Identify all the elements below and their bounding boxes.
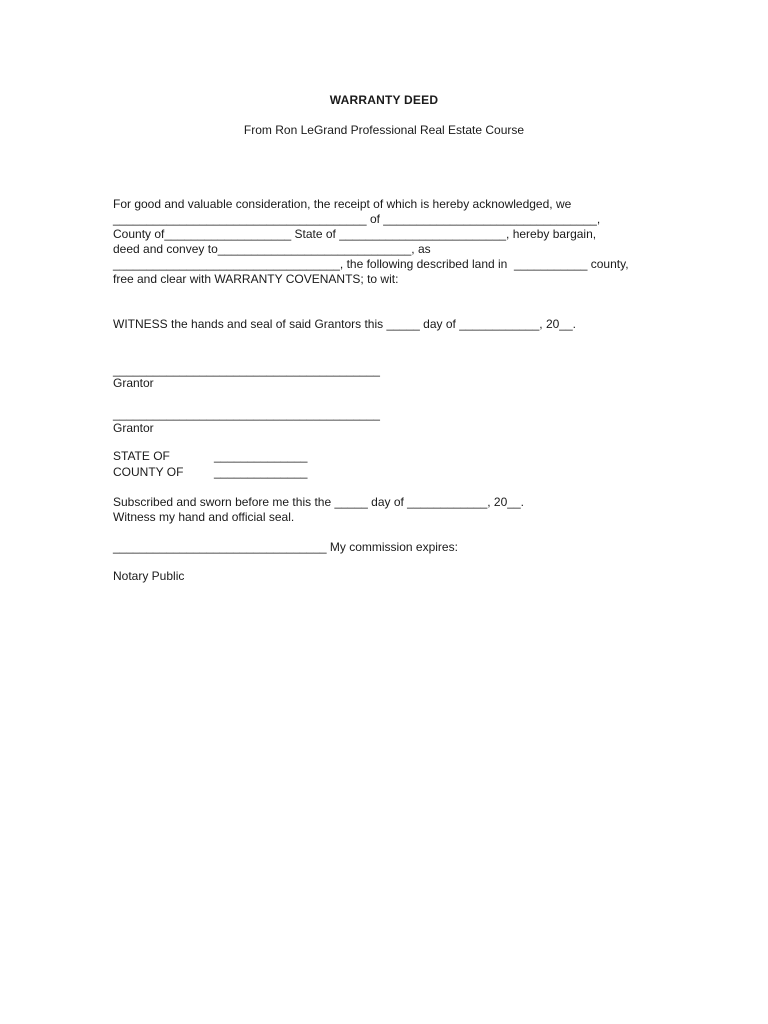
- notary-public-label: Notary Public: [113, 569, 185, 583]
- witness-seal-line: Witness my hand and official seal.: [113, 510, 295, 524]
- grantor-2-signature-line: ________________________________________: [113, 407, 380, 421]
- consideration-line-4: deed and convey to_____________________________, as: [113, 242, 431, 256]
- document-subtitle: From Ron LeGrand Professional Real Estate Course: [243, 123, 525, 137]
- grantor-1-label: Grantor: [113, 376, 154, 390]
- grantor-2-label: Grantor: [113, 421, 154, 435]
- county-label: COUNTY OF: [113, 465, 184, 479]
- notary-signature-line: ________________________________ My commission expires:: [113, 540, 458, 554]
- consideration-line-1: For good and valuable consideration, the receipt of which is hereby acknowledged, we: [113, 197, 572, 211]
- state-blank: ______________: [214, 449, 308, 463]
- subscribed-line: Subscribed and sworn before me this the _____ day of ____________, 20__.: [113, 495, 524, 509]
- consideration-line-2: ______________________________________ of ________________________________,: [113, 212, 601, 226]
- state-label: STATE OF: [113, 449, 170, 463]
- witness-line: WITNESS the hands and seal of said Grantors this _____ day of ____________, 20__.: [113, 317, 576, 331]
- consideration-line-5: __________________________________, the following described land in ___________ county,: [113, 257, 629, 271]
- consideration-line-6: free and clear with WARRANTY COVENANTS; to wit:: [113, 272, 399, 286]
- grantor-1-signature-line: ________________________________________: [113, 363, 380, 377]
- county-blank: ______________: [214, 465, 308, 479]
- consideration-line-3: County of___________________ State of _________________________, hereby bargain,: [113, 227, 597, 241]
- document-title: WARRANTY DEED: [329, 93, 439, 107]
